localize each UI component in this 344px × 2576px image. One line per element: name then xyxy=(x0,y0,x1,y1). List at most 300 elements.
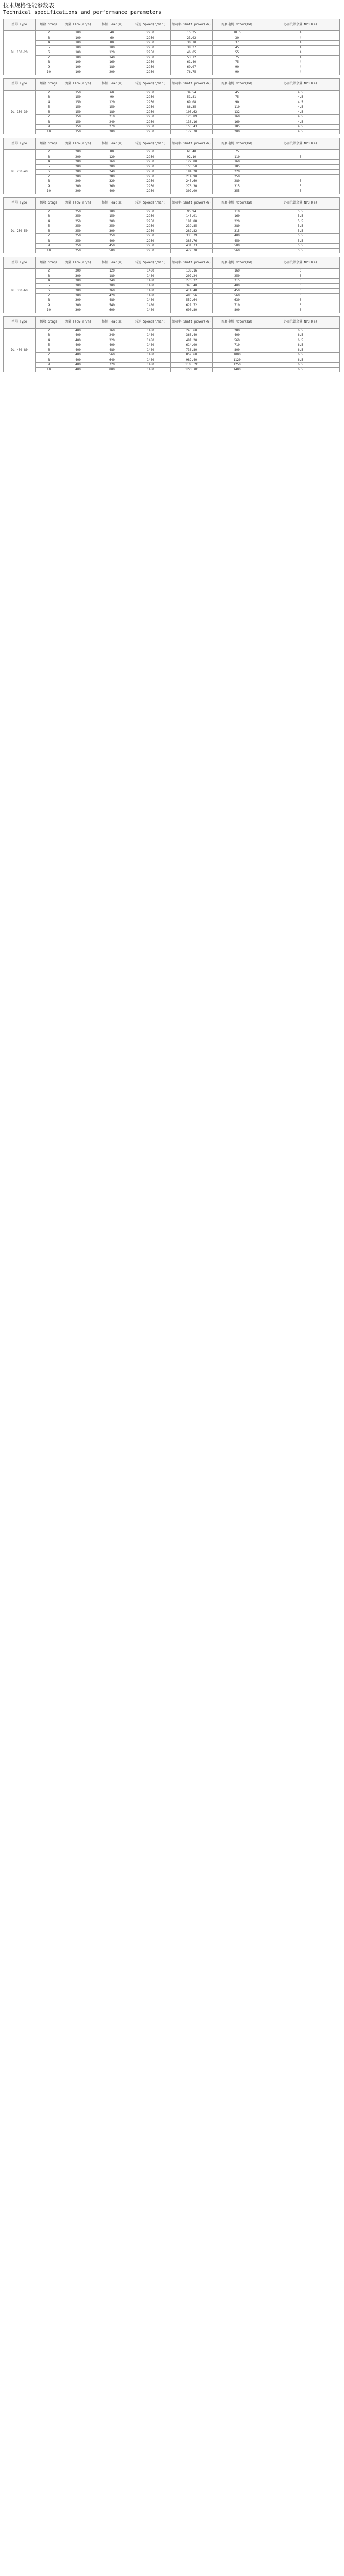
cell-power: 38.37 xyxy=(171,45,213,50)
column-header-stage: 级数 Stage xyxy=(36,316,62,328)
cell-stage: 3 xyxy=(36,95,62,100)
cell-power: 172.70 xyxy=(171,129,213,134)
cell-head: 320 xyxy=(94,338,130,343)
cell-stage: 9 xyxy=(36,184,62,189)
table-row xyxy=(4,219,340,224)
cell-npsh: 4.5 xyxy=(261,129,340,134)
cell-npsh: 5.5 xyxy=(261,239,340,244)
table-row xyxy=(4,283,340,289)
cell-weight: 450 xyxy=(213,239,261,244)
cell-speed: 2950 xyxy=(130,234,171,239)
column-header-weight: 配套电机 Motor(kW) xyxy=(213,316,261,328)
column-header-npsh: 必需汽蚀余量 NPSH(m) xyxy=(261,316,340,328)
cell-speed: 2950 xyxy=(130,224,171,229)
table-row xyxy=(4,70,340,75)
spec-tables xyxy=(3,19,339,376)
cell-speed: 2950 xyxy=(130,170,171,175)
cell-head: 480 xyxy=(94,298,130,303)
cell-head: 120 xyxy=(94,100,130,105)
cell-head: 200 xyxy=(94,164,130,170)
cell-weight: 160 xyxy=(213,160,261,165)
cell-speed: 2950 xyxy=(130,160,171,165)
cell-npsh: 6 xyxy=(261,293,340,298)
cell-head: 200 xyxy=(94,219,130,224)
table-row xyxy=(4,164,340,170)
cell-head: 500 xyxy=(94,248,130,253)
cell-speed: 2950 xyxy=(130,209,171,214)
cell-weight: 400 xyxy=(213,333,261,338)
table-row xyxy=(4,353,340,358)
cell-weight: 18.5 xyxy=(213,31,261,36)
table-row xyxy=(4,289,340,294)
table-row xyxy=(4,36,340,41)
table-row xyxy=(4,55,340,60)
column-header-flow: 流量 Flow(m³/h) xyxy=(62,138,94,150)
column-header-power: 轴功率 Shaft power(kW) xyxy=(171,316,213,328)
cell-npsh: 5 xyxy=(261,189,340,194)
cell-power: 383.76 xyxy=(171,239,213,244)
cell-head: 360 xyxy=(94,289,130,294)
cell-stage: 6 xyxy=(36,50,62,56)
cell-power: 86.35 xyxy=(171,105,213,110)
cell-head: 640 xyxy=(94,358,130,363)
column-header-stage: 级数 Stage xyxy=(36,19,62,31)
cell-head: 160 xyxy=(94,160,130,165)
column-header-npsh: 必需汽蚀余量 NPSH(m) xyxy=(261,197,340,209)
cell-flow: 400 xyxy=(62,358,94,363)
cell-npsh: 5.5 xyxy=(261,244,340,249)
column-header-flow: 流量 Flow(m³/h) xyxy=(62,197,94,209)
cell-power: 76.75 xyxy=(171,70,213,75)
cell-stage: 5 xyxy=(36,45,62,50)
cell-stage: 4 xyxy=(36,338,62,343)
cell-weight: 1400 xyxy=(213,367,261,372)
cell-weight: 250 xyxy=(213,274,261,279)
cell-stage: 6 xyxy=(36,229,62,234)
cell-head: 300 xyxy=(94,283,130,289)
cell-weight: 90 xyxy=(213,70,261,75)
cell-npsh: 4 xyxy=(261,36,340,41)
cell-power: 1228.00 xyxy=(171,367,213,372)
table-row xyxy=(4,308,340,313)
cell-npsh: 5 xyxy=(261,174,340,179)
cell-power: 368.40 xyxy=(171,333,213,338)
cell-npsh: 6.5 xyxy=(261,343,340,348)
cell-stage: 4 xyxy=(36,41,62,46)
cell-head: 120 xyxy=(94,50,130,56)
model-cell: DL 150-30 xyxy=(4,90,36,134)
table-row xyxy=(4,125,340,130)
cell-flow: 200 xyxy=(62,184,94,189)
cell-speed: 2950 xyxy=(130,244,171,249)
cell-stage: 10 xyxy=(36,189,62,194)
cell-stage: 2 xyxy=(36,209,62,214)
cell-weight: 400 xyxy=(213,283,261,289)
table-row xyxy=(4,174,340,179)
cell-npsh: 4 xyxy=(261,70,340,75)
cell-power: 483.56 xyxy=(171,293,213,298)
cell-speed: 1480 xyxy=(130,269,171,274)
cell-head: 120 xyxy=(94,269,130,274)
cell-npsh: 6.5 xyxy=(261,348,340,353)
cell-power: 479.70 xyxy=(171,248,213,253)
cell-npsh: 5 xyxy=(261,170,340,175)
cell-head: 240 xyxy=(94,170,130,175)
cell-head: 250 xyxy=(94,224,130,229)
cell-head: 300 xyxy=(94,229,130,234)
cell-head: 350 xyxy=(94,234,130,239)
column-header-flow: 流量 Flow(m³/h) xyxy=(62,78,94,90)
cell-power: 95.94 xyxy=(171,209,213,214)
table-row xyxy=(4,90,340,95)
cell-npsh: 6.5 xyxy=(261,363,340,368)
cell-npsh: 6 xyxy=(261,283,340,289)
table-row xyxy=(4,244,340,249)
cell-head: 360 xyxy=(94,184,130,189)
column-header-stage: 级数 Stage xyxy=(36,197,62,209)
cell-speed: 2950 xyxy=(130,219,171,224)
cell-npsh: 6.5 xyxy=(261,328,340,333)
cell-flow: 100 xyxy=(62,45,94,50)
cell-weight: 1120 xyxy=(213,358,261,363)
table-row xyxy=(4,179,340,184)
cell-speed: 1480 xyxy=(130,363,171,368)
cell-stage: 10 xyxy=(36,70,62,75)
cell-power: 287.82 xyxy=(171,229,213,234)
table-row xyxy=(4,274,340,279)
cell-speed: 1480 xyxy=(130,279,171,284)
cell-npsh: 5.5 xyxy=(261,214,340,219)
cell-head: 540 xyxy=(94,303,130,308)
cell-stage: 5 xyxy=(36,224,62,229)
table-row xyxy=(4,155,340,160)
cell-weight: 132 xyxy=(213,110,261,115)
spec-table xyxy=(3,138,340,194)
cell-flow: 400 xyxy=(62,343,94,348)
column-header-head: 扬程 Head(m) xyxy=(94,78,130,90)
cell-weight: 710 xyxy=(213,343,261,348)
cell-weight: 110 xyxy=(213,155,261,160)
cell-stage: 2 xyxy=(36,31,62,36)
cell-stage: 5 xyxy=(36,343,62,348)
cell-power: 61.40 xyxy=(171,60,213,65)
table-row xyxy=(4,248,340,253)
cell-flow: 200 xyxy=(62,179,94,184)
cell-npsh: 4.5 xyxy=(261,125,340,130)
cell-stage: 5 xyxy=(36,283,62,289)
cell-stage: 5 xyxy=(36,164,62,170)
model-cell: DL 400-80 xyxy=(4,328,36,372)
cell-speed: 1480 xyxy=(130,343,171,348)
cell-flow: 400 xyxy=(62,367,94,372)
cell-weight: 160 xyxy=(213,214,261,219)
cell-power: 103.62 xyxy=(171,110,213,115)
cell-flow: 200 xyxy=(62,150,94,155)
cell-weight: 450 xyxy=(213,289,261,294)
cell-flow: 300 xyxy=(62,303,94,308)
cell-head: 100 xyxy=(94,45,130,50)
cell-npsh: 4.5 xyxy=(261,90,340,95)
cell-head: 450 xyxy=(94,244,130,249)
column-header-stage: 级数 Stage xyxy=(36,78,62,90)
model-cell: DL 200-40 xyxy=(4,150,36,194)
column-header-head: 扬程 Head(m) xyxy=(94,138,130,150)
cell-npsh: 6.5 xyxy=(261,338,340,343)
cell-power: 335.79 xyxy=(171,234,213,239)
cell-speed: 1480 xyxy=(130,358,171,363)
cell-speed: 1480 xyxy=(130,293,171,298)
cell-weight: 75 xyxy=(213,95,261,100)
cell-stage: 6 xyxy=(36,170,62,175)
column-header-speed: 转速 Speed(r/min) xyxy=(130,19,171,31)
cell-power: 155.43 xyxy=(171,125,213,130)
cell-weight: 315 xyxy=(213,229,261,234)
table-row xyxy=(4,110,340,115)
cell-flow: 300 xyxy=(62,279,94,284)
cell-flow: 300 xyxy=(62,269,94,274)
cell-flow: 400 xyxy=(62,363,94,368)
cell-stage: 6 xyxy=(36,289,62,294)
cell-weight: 250 xyxy=(213,174,261,179)
cell-npsh: 6 xyxy=(261,279,340,284)
cell-speed: 2950 xyxy=(130,105,171,110)
cell-stage: 4 xyxy=(36,100,62,105)
cell-power: 239.85 xyxy=(171,224,213,229)
cell-flow: 300 xyxy=(62,293,94,298)
table-row xyxy=(4,293,340,298)
cell-weight: 800 xyxy=(213,348,261,353)
cell-head: 40 xyxy=(94,31,130,36)
cell-flow: 250 xyxy=(62,219,94,224)
cell-stage: 8 xyxy=(36,179,62,184)
cell-head: 240 xyxy=(94,120,130,125)
cell-power: 736.80 xyxy=(171,348,213,353)
cell-npsh: 6 xyxy=(261,289,340,294)
column-header-speed: 转速 Speed(r/min) xyxy=(130,78,171,90)
cell-weight: 560 xyxy=(213,248,261,253)
cell-head: 100 xyxy=(94,209,130,214)
cell-flow: 250 xyxy=(62,239,94,244)
cell-head: 560 xyxy=(94,353,130,358)
cell-weight: 45 xyxy=(213,45,261,50)
column-header-model: 型号 Type xyxy=(4,316,36,328)
cell-npsh: 5 xyxy=(261,179,340,184)
cell-npsh: 6 xyxy=(261,269,340,274)
cell-npsh: 4.5 xyxy=(261,95,340,100)
cell-stage: 8 xyxy=(36,60,62,65)
cell-weight: 160 xyxy=(213,269,261,274)
cell-power: 276.32 xyxy=(171,279,213,284)
column-header-speed: 转速 Speed(r/min) xyxy=(130,138,171,150)
table-row xyxy=(4,31,340,36)
cell-flow: 100 xyxy=(62,31,94,36)
table-row xyxy=(4,367,340,372)
cell-flow: 150 xyxy=(62,115,94,120)
cell-npsh: 4.5 xyxy=(261,110,340,115)
cell-head: 180 xyxy=(94,274,130,279)
table-row xyxy=(4,333,340,338)
cell-power: 414.48 xyxy=(171,289,213,294)
cell-stage: 4 xyxy=(36,279,62,284)
cell-head: 280 xyxy=(94,174,130,179)
table-row xyxy=(4,115,340,120)
cell-stage: 4 xyxy=(36,160,62,165)
cell-stage: 10 xyxy=(36,248,62,253)
cell-npsh: 5 xyxy=(261,150,340,155)
column-header-weight: 配套电机 Motor(kW) xyxy=(213,78,261,90)
cell-stage: 4 xyxy=(36,219,62,224)
cell-stage: 9 xyxy=(36,244,62,249)
cell-flow: 150 xyxy=(62,105,94,110)
cell-stage: 7 xyxy=(36,293,62,298)
cell-speed: 2950 xyxy=(130,125,171,130)
cell-speed: 2950 xyxy=(130,36,171,41)
cell-power: 982.40 xyxy=(171,358,213,363)
cell-weight: 30 xyxy=(213,36,261,41)
cell-speed: 2950 xyxy=(130,70,171,75)
cell-stage: 2 xyxy=(36,328,62,333)
cell-flow: 250 xyxy=(62,229,94,234)
column-header-npsh: 必需汽蚀余量 NPSH(m) xyxy=(261,19,340,31)
cell-weight: 90 xyxy=(213,100,261,105)
cell-speed: 2950 xyxy=(130,239,171,244)
cell-speed: 1480 xyxy=(130,308,171,313)
cell-head: 200 xyxy=(94,70,130,75)
cell-head: 160 xyxy=(94,328,130,333)
table-row xyxy=(4,234,340,239)
cell-npsh: 5 xyxy=(261,160,340,165)
cell-flow: 200 xyxy=(62,170,94,175)
spec-table xyxy=(3,19,340,75)
cell-npsh: 6 xyxy=(261,303,340,308)
cell-head: 150 xyxy=(94,214,130,219)
cell-speed: 1480 xyxy=(130,338,171,343)
cell-weight: 500 xyxy=(213,244,261,249)
cell-power: 690.80 xyxy=(171,308,213,313)
cell-power: 859.60 xyxy=(171,353,213,358)
cell-flow: 150 xyxy=(62,110,94,115)
cell-npsh: 5.5 xyxy=(261,248,340,253)
cell-weight: 710 xyxy=(213,303,261,308)
cell-power: 191.88 xyxy=(171,219,213,224)
column-header-weight: 配套电机 Motor(kW) xyxy=(213,138,261,150)
cell-weight: 220 xyxy=(213,219,261,224)
cell-weight: 55 xyxy=(213,50,261,56)
cell-npsh: 4 xyxy=(261,31,340,36)
table-row xyxy=(4,229,340,234)
cell-flow: 100 xyxy=(62,36,94,41)
cell-speed: 2950 xyxy=(130,41,171,46)
cell-flow: 100 xyxy=(62,41,94,46)
cell-speed: 2950 xyxy=(130,65,171,70)
column-header-power: 轴功率 Shaft power(kW) xyxy=(171,138,213,150)
cell-flow: 100 xyxy=(62,65,94,70)
cell-stage: 9 xyxy=(36,65,62,70)
cell-npsh: 6.5 xyxy=(261,333,340,338)
spec-table xyxy=(3,257,340,313)
cell-npsh: 5 xyxy=(261,155,340,160)
cell-npsh: 4 xyxy=(261,55,340,60)
cell-stage: 7 xyxy=(36,174,62,179)
table-row xyxy=(4,303,340,308)
cell-head: 160 xyxy=(94,60,130,65)
cell-npsh: 4.5 xyxy=(261,100,340,105)
table-row xyxy=(4,209,340,214)
column-header-power: 轴功率 Shaft power(kW) xyxy=(171,78,213,90)
cell-speed: 2950 xyxy=(130,60,171,65)
cell-weight: 1000 xyxy=(213,353,261,358)
column-header-model: 型号 Type xyxy=(4,19,36,31)
cell-speed: 1480 xyxy=(130,303,171,308)
table-row xyxy=(4,224,340,229)
cell-flow: 100 xyxy=(62,70,94,75)
cell-speed: 2950 xyxy=(130,184,171,189)
column-header-power: 轴功率 Shaft power(kW) xyxy=(171,197,213,209)
cell-weight: 280 xyxy=(213,328,261,333)
column-header-weight: 配套电机 Motor(kW) xyxy=(213,19,261,31)
cell-head: 320 xyxy=(94,179,130,184)
cell-flow: 150 xyxy=(62,125,94,130)
table-row xyxy=(4,160,340,165)
cell-weight: 800 xyxy=(213,308,261,313)
column-header-head: 扬程 Head(m) xyxy=(94,316,130,328)
cell-stage: 8 xyxy=(36,358,62,363)
cell-head: 60 xyxy=(94,36,130,41)
cell-power: 30.70 xyxy=(171,41,213,46)
cell-flow: 150 xyxy=(62,129,94,134)
column-header-head: 扬程 Head(m) xyxy=(94,197,130,209)
cell-npsh: 4.5 xyxy=(261,120,340,125)
cell-flow: 250 xyxy=(62,234,94,239)
cell-power: 69.08 xyxy=(171,100,213,105)
cell-speed: 2950 xyxy=(130,155,171,160)
cell-head: 400 xyxy=(94,343,130,348)
cell-stage: 7 xyxy=(36,234,62,239)
cell-flow: 400 xyxy=(62,348,94,353)
cell-head: 180 xyxy=(94,110,130,115)
cell-weight: 110 xyxy=(213,209,261,214)
cell-npsh: 5.5 xyxy=(261,229,340,234)
cell-flow: 100 xyxy=(62,55,94,60)
cell-stage: 3 xyxy=(36,333,62,338)
spec-table xyxy=(3,197,340,254)
cell-power: 122.80 xyxy=(171,160,213,165)
cell-flow: 250 xyxy=(62,214,94,219)
cell-weight: 160 xyxy=(213,120,261,125)
cell-power: 214.90 xyxy=(171,174,213,179)
cell-speed: 2950 xyxy=(130,115,171,120)
cell-flow: 200 xyxy=(62,155,94,160)
cell-speed: 1480 xyxy=(130,328,171,333)
column-header-flow: 流量 Flow(m³/h) xyxy=(62,316,94,328)
cell-power: 431.73 xyxy=(171,244,213,249)
cell-flow: 400 xyxy=(62,328,94,333)
cell-power: 61.40 xyxy=(171,150,213,155)
cell-speed: 2950 xyxy=(130,248,171,253)
cell-flow: 300 xyxy=(62,274,94,279)
cell-stage: 10 xyxy=(36,129,62,134)
cell-power: 245.60 xyxy=(171,179,213,184)
cell-weight: 280 xyxy=(213,179,261,184)
cell-stage: 2 xyxy=(36,150,62,155)
table-row xyxy=(4,120,340,125)
cell-npsh: 4.5 xyxy=(261,115,340,120)
cell-npsh: 5.5 xyxy=(261,224,340,229)
column-header-power: 轴功率 Shaft power(kW) xyxy=(171,19,213,31)
cell-power: 138.16 xyxy=(171,269,213,274)
cell-head: 150 xyxy=(94,105,130,110)
cell-speed: 1480 xyxy=(130,367,171,372)
